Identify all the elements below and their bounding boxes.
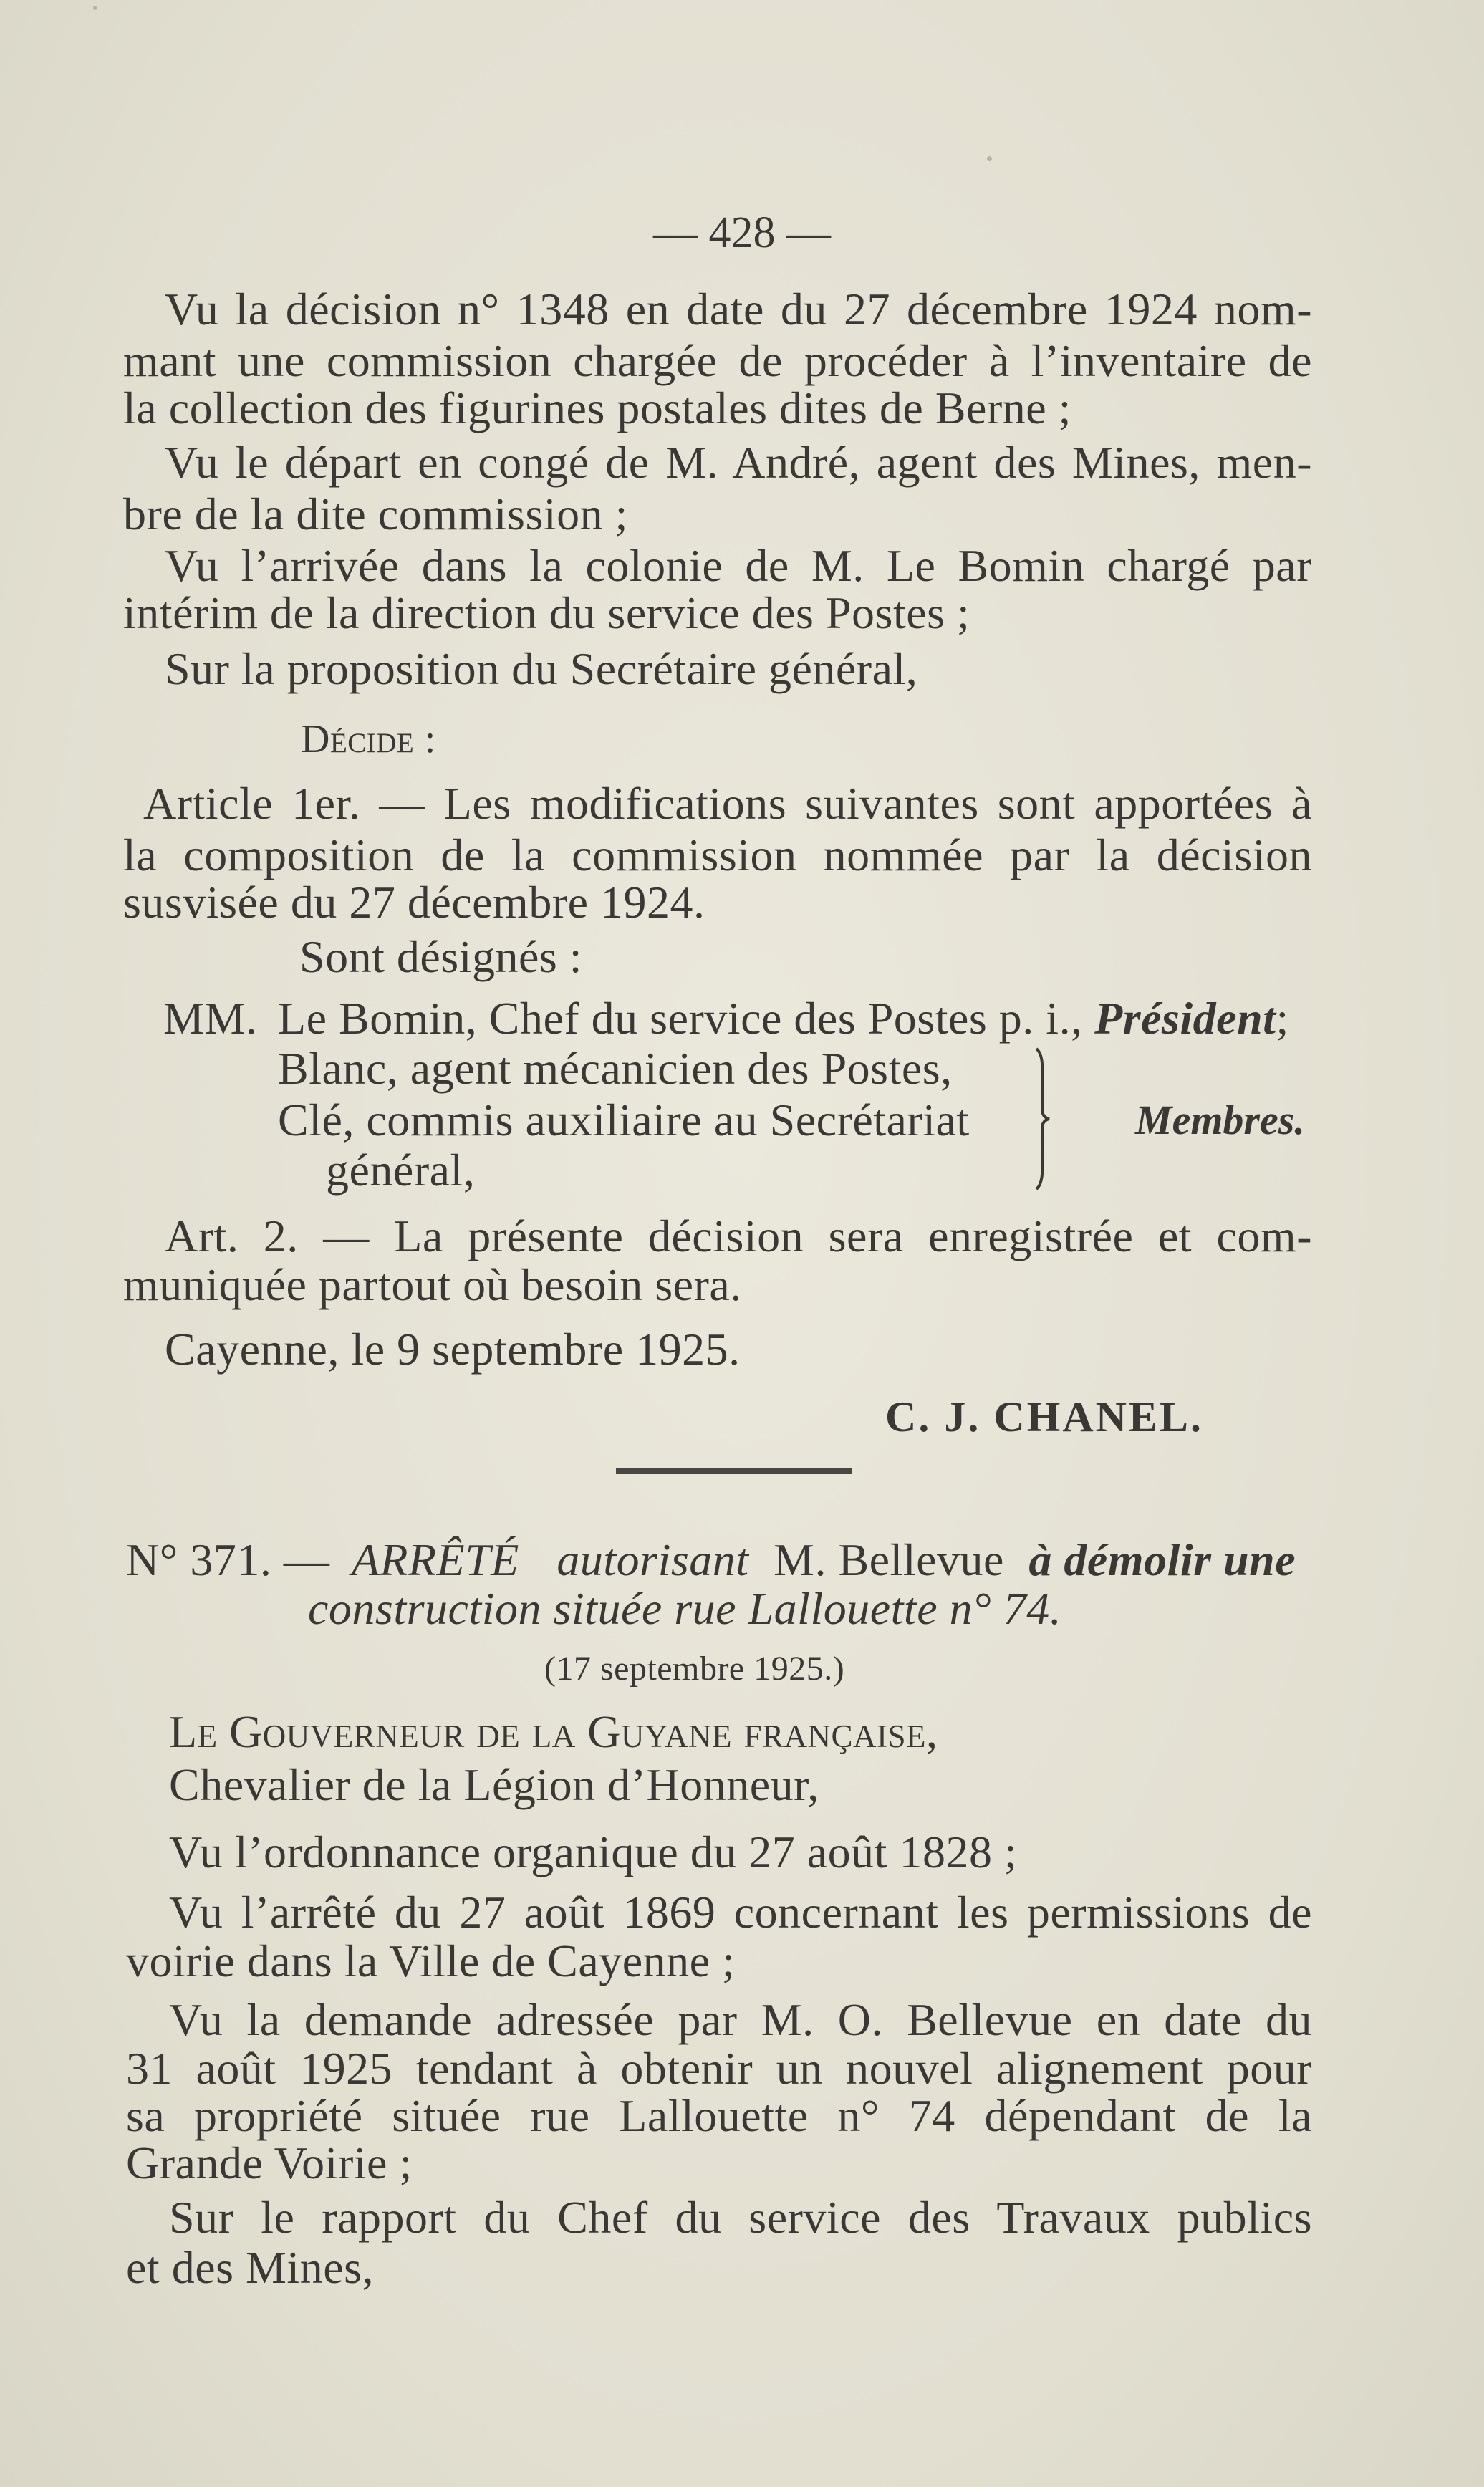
section-divider: [616, 1468, 852, 1474]
article1-line-3: susvisée du 27 décembre 1924.: [123, 877, 705, 928]
member-1: Le Bomin, Chef du service des Postes p. i.,: [278, 993, 1083, 1044]
decision-line-3: la collection des figurines postales dites de Berne ;: [123, 383, 1071, 433]
governor-line: Le Gouverneur de la Guyane française,: [169, 1706, 938, 1757]
arrete-body-line-9: et des Mines,: [126, 2242, 374, 2293]
decision-line-4: Vu le départ en congé de M. André, agent des Mines, men-: [165, 437, 1312, 488]
decision-line-8: Sur la proposition du Secrétaire général,: [165, 643, 918, 694]
arrete-number: N° 371. —: [126, 1534, 330, 1585]
member-1-title: Président: [1094, 993, 1276, 1044]
arrete-body-line-4: Vu la demande adressée par M. O. Bellevue en date du: [169, 1994, 1312, 2045]
arrete-date: (17 septembre 1925.): [544, 1650, 845, 1688]
decision-line-1: Vu la décision n° 1348 en date du 27 décembre 1924 nom-: [165, 284, 1312, 335]
article2-line-2: muniquée partout où besoin sera.: [123, 1259, 742, 1310]
article1-line-1: Article 1er. — Les modifications suivantes sont apportées à: [143, 778, 1312, 829]
member-line-3: Clé, commis auxiliaire au Secrétariat: [278, 1095, 970, 1145]
article1-line-2: la composition de la commission nommée par la décision: [123, 829, 1312, 880]
arrete-title-a: ARRÊTÉ: [351, 1534, 519, 1585]
arrete-body-line-2: Vu l’arrêté du 27 août 1869 concernant les permissions de: [169, 1887, 1312, 1938]
arrete-body-line-8: Sur le rapport du Chef du service des Travaux publics: [169, 2192, 1312, 2243]
arrete-title-d: à démolir une: [1028, 1534, 1296, 1585]
arrete-title-line-1: [126, 1534, 1296, 1586]
decision-line-7: intérim de la direction du service des Postes ;: [123, 587, 970, 638]
decision-line-6: Vu l’arrivée dans la colonie de M. Le Bomin chargé par: [165, 540, 1312, 591]
arrete-body-line-6: sa propriété située rue Lallouette n° 74 dépendant de la: [126, 2090, 1312, 2141]
members-label: Membres.: [1135, 1097, 1305, 1143]
arrete-title-b: autorisant: [556, 1534, 749, 1585]
members-intro: MM.: [163, 993, 258, 1044]
decision-line-2: mant une commission chargée de procéder à l’inventaire de: [123, 335, 1312, 386]
arrete-body-line-1: Vu l’ordonnance organique du 27 août 1828 ;: [169, 1827, 1018, 1877]
member-line-2: Blanc, agent mécanicien des Postes,: [278, 1043, 953, 1094]
decide-heading: Décide :: [301, 717, 436, 761]
signature: C. J. CHANEL.: [885, 1393, 1204, 1440]
arrete-title-line-2: construction située rue Lallouette n° 74.: [308, 1583, 1062, 1634]
arrete-body-line-7: Grande Voirie ;: [126, 2137, 413, 2188]
chevalier-line: Chevalier de la Légion d’Honneur,: [169, 1759, 819, 1810]
designes-label: Sont désignés :: [299, 931, 583, 982]
decision-line-5: bre de la dite commission ;: [123, 489, 628, 539]
member-1-end: ;: [1276, 993, 1289, 1044]
member-line-1: [278, 993, 1289, 1044]
ink-speck: [987, 156, 992, 161]
arrete-body-line-3: voirie dans la Ville de Cayenne ;: [126, 1935, 736, 1986]
arrete-body-line-5: 31 août 1925 tendant à obtenir un nouvel alignement pour: [126, 2043, 1312, 2094]
place-date: Cayenne, le 9 septembre 1925.: [165, 1324, 741, 1375]
arrete-title-c: M. Bellevue: [774, 1534, 1004, 1585]
members-brace: [1030, 1047, 1051, 1190]
page-number: — 428 —: [653, 208, 831, 257]
article2-line-1: Art. 2. — La présente décision sera enregistrée et com-: [165, 1211, 1312, 1261]
ink-speck: [93, 6, 97, 10]
member-line-4: général,: [326, 1145, 476, 1196]
